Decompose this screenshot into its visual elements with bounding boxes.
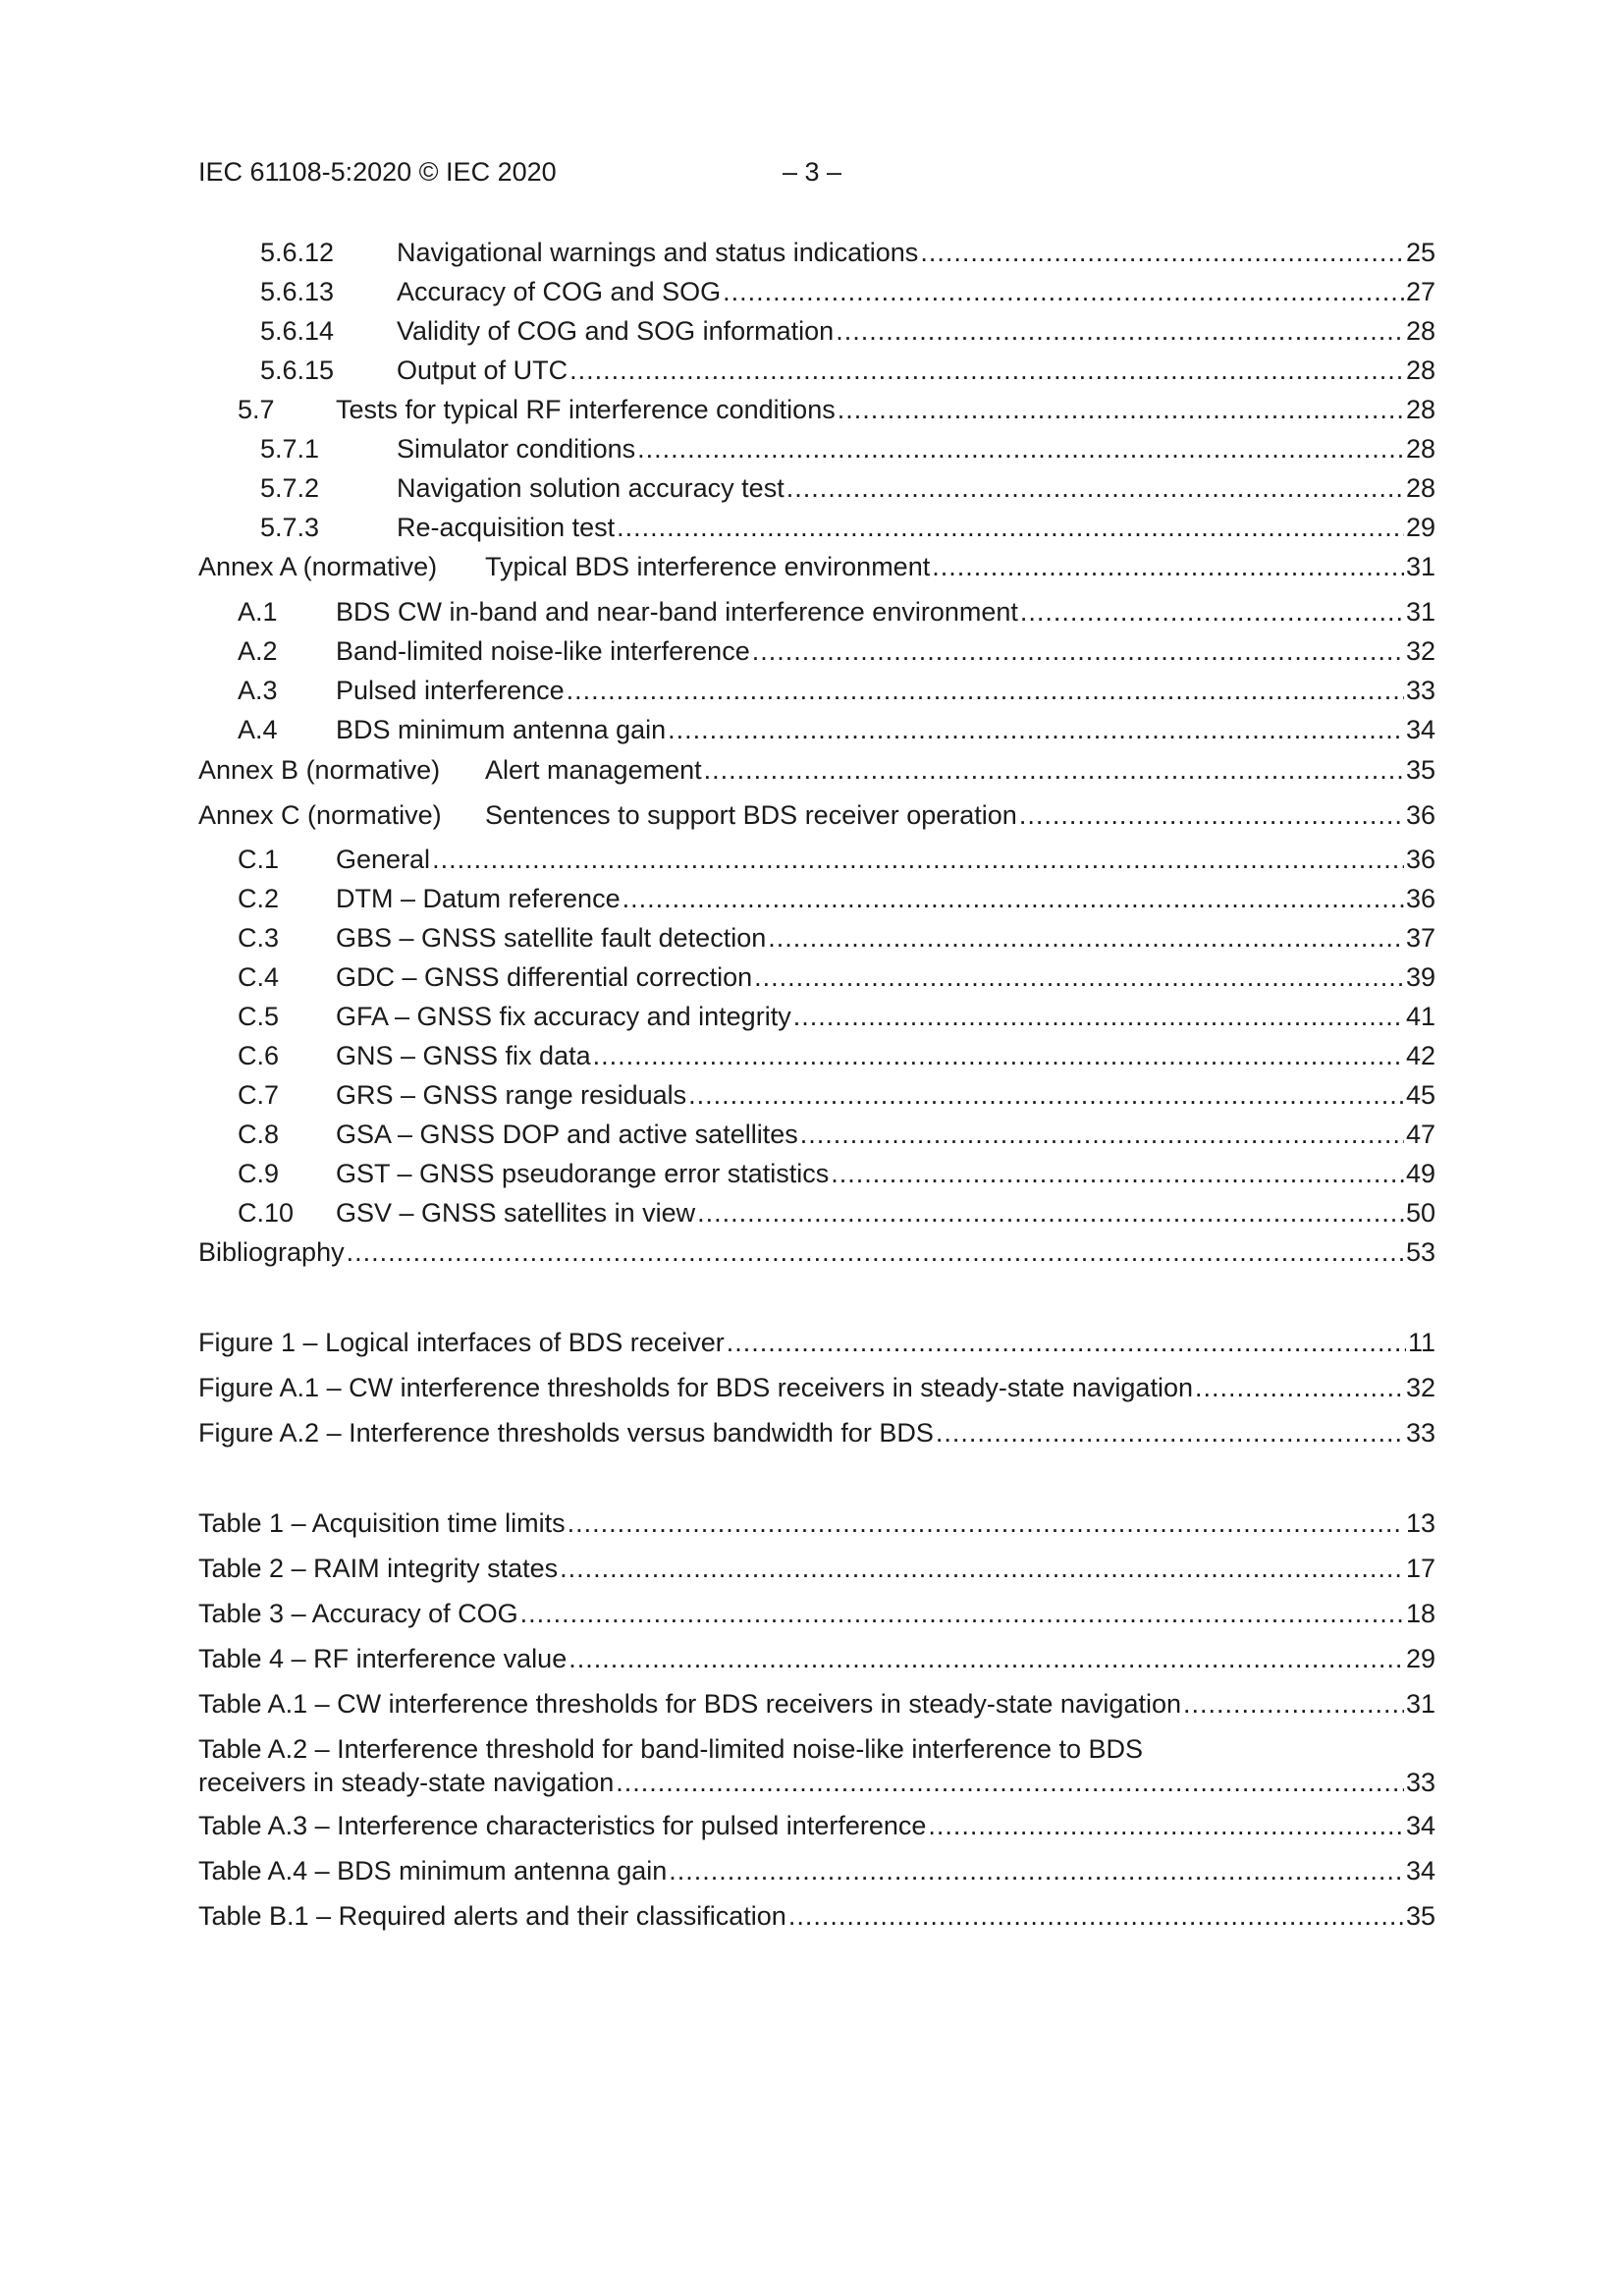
toc-entry-title: Pulsed interference [336,676,565,705]
toc-entry-title: General [336,845,431,874]
leader-dots [622,882,1404,915]
toc-entry-page: 50 [1405,1198,1435,1228]
leader-dots [432,843,1404,876]
toc-entry-page: 28 [1405,316,1435,346]
toc-entry-title: GSA – GNSS DOP and active satellites [336,1120,798,1149]
toc-entry-number: 5.7.1 [260,434,320,464]
toc-entry-title: BDS minimum antenna gain [336,715,667,744]
leader-dots [788,1899,1404,1933]
leader-dots [704,753,1404,787]
toc-entry[interactable] [198,471,1435,505]
toc-entry-page: 47 [1405,1120,1435,1149]
toc-entry-number: C.2 [238,884,280,913]
toc-entry-title: Validity of COG and SOG information [397,316,835,346]
toc-entry-page: 42 [1405,1041,1435,1070]
leader-dots [786,471,1404,505]
toc-entry-page: 45 [1405,1080,1435,1110]
toc-entry-number: A.2 [238,636,278,666]
figure-title: Figure 1 – Logical interfaces of BDS receiver [198,1328,725,1357]
toc-entry-bibliography[interactable] [198,1235,1435,1269]
leader-dots [697,1196,1404,1230]
leader-dots [838,393,1404,426]
toc-entry-page: 35 [1405,755,1435,785]
toc-entry-page: 36 [1405,845,1435,874]
toc-entry[interactable] [198,393,1435,426]
leader-dots [616,1766,1404,1799]
toc-entry-page: 25 [1405,238,1435,267]
table-title: Table 1 – Acquisition time limits [198,1508,566,1538]
figure-list-entry[interactable] [198,1416,1435,1449]
toc-entry-page: 36 [1405,800,1435,830]
toc-entry[interactable] [198,882,1435,915]
leader-dots [637,432,1404,465]
leader-dots [1019,798,1404,832]
leader-dots [520,1597,1404,1630]
toc-entry-title: GST – GNSS pseudorange error statistics [336,1159,830,1188]
toc-entry[interactable] [198,275,1435,308]
leader-dots [668,713,1404,746]
toc-entry-number: 5.6.15 [260,355,335,385]
toc-entry[interactable] [198,511,1435,544]
toc-entry-title: GFA – GNSS fix accuracy and integrity [336,1002,791,1031]
table-title-continued: receivers in steady-state navigation [198,1768,615,1797]
toc-entry-number: Annex A (normative) [198,552,438,581]
toc-entry-page: 41 [1405,1002,1435,1031]
toc-entry-annex[interactable] [198,753,1435,787]
toc-entry[interactable] [198,1078,1435,1112]
table-list-entry[interactable] [198,1552,1435,1585]
leader-dots [752,634,1404,668]
leader-dots [568,1642,1404,1675]
toc-entry-number: C.10 [238,1198,295,1228]
toc-entry-page: 39 [1405,962,1435,992]
toc-entry[interactable] [198,1000,1435,1033]
leader-dots [836,314,1404,348]
leader-dots [793,1000,1404,1033]
toc-entry-page: 31 [1405,552,1435,581]
table-page: 34 [1405,1811,1435,1840]
toc-entry-number: C.7 [238,1080,280,1110]
toc-entry-page: 27 [1405,277,1435,306]
figure-title: Figure A.1 – CW interference thresholds for BDS receivers in steady-state navigation [198,1373,1193,1402]
toc-entry-number: 5.6.14 [260,316,335,346]
figure-page: 33 [1405,1418,1435,1448]
toc-entry-title: Band-limited noise-like interference [336,636,750,666]
leader-dots [347,1235,1404,1269]
toc-entry-number: 5.7.2 [260,473,320,503]
toc-entry-title: GNS – GNSS fix data [336,1041,591,1070]
table-page: 17 [1405,1554,1435,1583]
toc-entry-number: C.5 [238,1002,280,1031]
toc-entry[interactable] [198,595,1435,629]
table-title: Table A.1 – CW interference thresholds for BDS receivers in steady-state navigation [198,1689,1181,1719]
toc-entry-title: Navigational warnings and status indications [397,238,919,267]
leader-dots [569,354,1404,387]
toc-entry-number: 5.6.13 [260,277,335,306]
toc-entry-number: Annex C (normative) [198,800,442,830]
table-list-entry[interactable] [198,1597,1435,1630]
leader-dots [932,550,1404,583]
table-list-entry[interactable] [198,1854,1435,1887]
leader-dots [617,511,1404,544]
table-page: 31 [1405,1689,1435,1719]
table-page: 33 [1405,1768,1435,1797]
document-id: IEC 61108-5:2020 © IEC 2020 [198,157,557,187]
leader-dots [1183,1687,1404,1721]
toc-entry-page: 28 [1405,434,1435,464]
leader-dots [560,1552,1404,1585]
toc-entry-page: 53 [1405,1237,1435,1267]
leader-dots [831,1157,1404,1190]
leader-dots [669,1854,1404,1887]
leader-dots [567,674,1404,707]
toc-entry-annex[interactable] [198,798,1435,832]
table-page: 18 [1405,1599,1435,1628]
leader-dots [688,1078,1404,1112]
toc-entry-page: 29 [1405,513,1435,542]
table-page: 13 [1405,1508,1435,1538]
toc-entry[interactable] [198,236,1435,269]
leader-dots [800,1118,1404,1151]
leader-dots [723,275,1404,308]
toc-entry[interactable] [198,432,1435,465]
toc-entry-number: 5.7.3 [260,513,320,542]
toc-entry-title: GRS – GNSS range residuals [336,1080,687,1110]
leader-dots [727,1326,1406,1359]
toc-entry[interactable] [198,921,1435,955]
figure-title: Figure A.2 – Interference thresholds versus bandwidth for BDS [198,1418,934,1448]
toc-entry[interactable] [198,674,1435,707]
toc-entry-title: Alert management [485,755,702,785]
leader-dots [920,236,1404,269]
toc-entry-page: 31 [1405,597,1435,627]
leader-dots [1020,595,1404,629]
table-title: Table A.3 – Interference characteristics for pulsed interference [198,1811,927,1840]
toc-entry-title: Navigation solution accuracy test [397,473,784,503]
toc-entry-title: GBS – GNSS satellite fault detection [336,923,767,953]
table-title: Table 3 – Accuracy of COG [198,1599,518,1628]
leader-dots [568,1506,1404,1540]
table-title: Table A.4 – BDS minimum antenna gain [198,1856,668,1886]
table-title: Table A.2 – Interference threshold for band-limited noise-like interference to BDS [198,1734,1144,1764]
toc-entry-title: Bibliography [198,1237,345,1267]
figure-list-entry[interactable] [198,1326,1435,1359]
toc-entry-title: Accuracy of COG and SOG [397,277,722,306]
table-page: 35 [1405,1901,1435,1931]
toc-entry[interactable] [198,314,1435,348]
toc-entry[interactable] [198,1196,1435,1230]
page-number: – 3 – [783,157,842,187]
table-title: Table 4 – RF interference value [198,1644,568,1673]
toc-entry-title: BDS CW in-band and near-band interference environment [336,597,1018,627]
toc-entry-number: 5.6.12 [260,238,335,267]
figure-page: 32 [1405,1373,1435,1402]
toc-entry-number: Annex B (normative) [198,755,441,785]
leader-dots [928,1809,1404,1842]
toc-entry-number: C.9 [238,1159,280,1188]
table-list-entry[interactable] [198,1732,1435,1799]
toc-entry-title: Simulator conditions [397,434,636,464]
toc-entry-number: C.1 [238,845,280,874]
toc-entry-number: C.8 [238,1120,280,1149]
table-page: 34 [1405,1856,1435,1886]
table-title: Table 2 – RAIM integrity states [198,1554,559,1583]
toc-entry[interactable] [198,634,1435,668]
page-header [198,157,842,188]
leader-dots [593,1039,1404,1072]
leader-dots [1195,1371,1404,1404]
leader-dots [936,1416,1404,1449]
toc-entry-number: A.1 [238,597,278,627]
toc-entry[interactable] [198,1157,1435,1190]
toc-entry-annex[interactable] [198,550,1435,583]
toc-entry-title: Typical BDS interference environment [485,552,931,581]
toc-entry-page: 28 [1405,395,1435,424]
toc-entry-number: A.3 [238,676,278,705]
toc-entry-title: Sentences to support BDS receiver operation [485,800,1017,830]
toc-entry-title: Re-acquisition test [397,513,616,542]
toc-entry-number: 5.7 [238,395,275,424]
toc-entry-title: Tests for typical RF interference conditions [336,395,836,424]
toc-entry-number: C.4 [238,962,280,992]
toc-entry-page: 36 [1405,884,1435,913]
table-list-entry[interactable] [198,1809,1435,1842]
leader-dots [754,960,1404,994]
toc-entry-page: 49 [1405,1159,1435,1188]
figure-page: 11 [1407,1328,1435,1357]
toc-entry-title: DTM – Datum reference [336,884,621,913]
toc-entry[interactable] [198,1039,1435,1072]
table-page: 29 [1405,1644,1435,1673]
toc-entry-page: 28 [1405,355,1435,385]
toc-entry-number: A.4 [238,715,278,744]
toc-entry-title: Output of UTC [397,355,568,385]
table-list-entry[interactable] [198,1642,1435,1675]
figure-list-entry[interactable] [198,1371,1435,1404]
toc-entry[interactable] [198,354,1435,387]
table-list-entry[interactable] [198,1506,1435,1540]
toc-entry[interactable] [198,960,1435,994]
table-list-entry[interactable] [198,1899,1435,1933]
toc-entry-title: GDC – GNSS differential correction [336,962,753,992]
toc-entry[interactable] [198,843,1435,876]
toc-entry-number: C.6 [238,1041,280,1070]
toc-entry-page: 32 [1405,636,1435,666]
toc-entry-page: 34 [1405,715,1435,744]
leader-dots [768,921,1404,955]
table-title: Table B.1 – Required alerts and their classification [198,1901,786,1931]
toc-entry-page: 33 [1405,676,1435,705]
toc-entry-page: 28 [1405,473,1435,503]
toc-entry[interactable] [198,713,1435,746]
toc-entry[interactable] [198,1118,1435,1151]
toc-entry-number: C.3 [238,923,280,953]
table-list-entry[interactable] [198,1687,1435,1721]
toc-entry-title: GSV – GNSS satellites in view [336,1198,696,1228]
toc-entry-page: 37 [1405,923,1435,953]
